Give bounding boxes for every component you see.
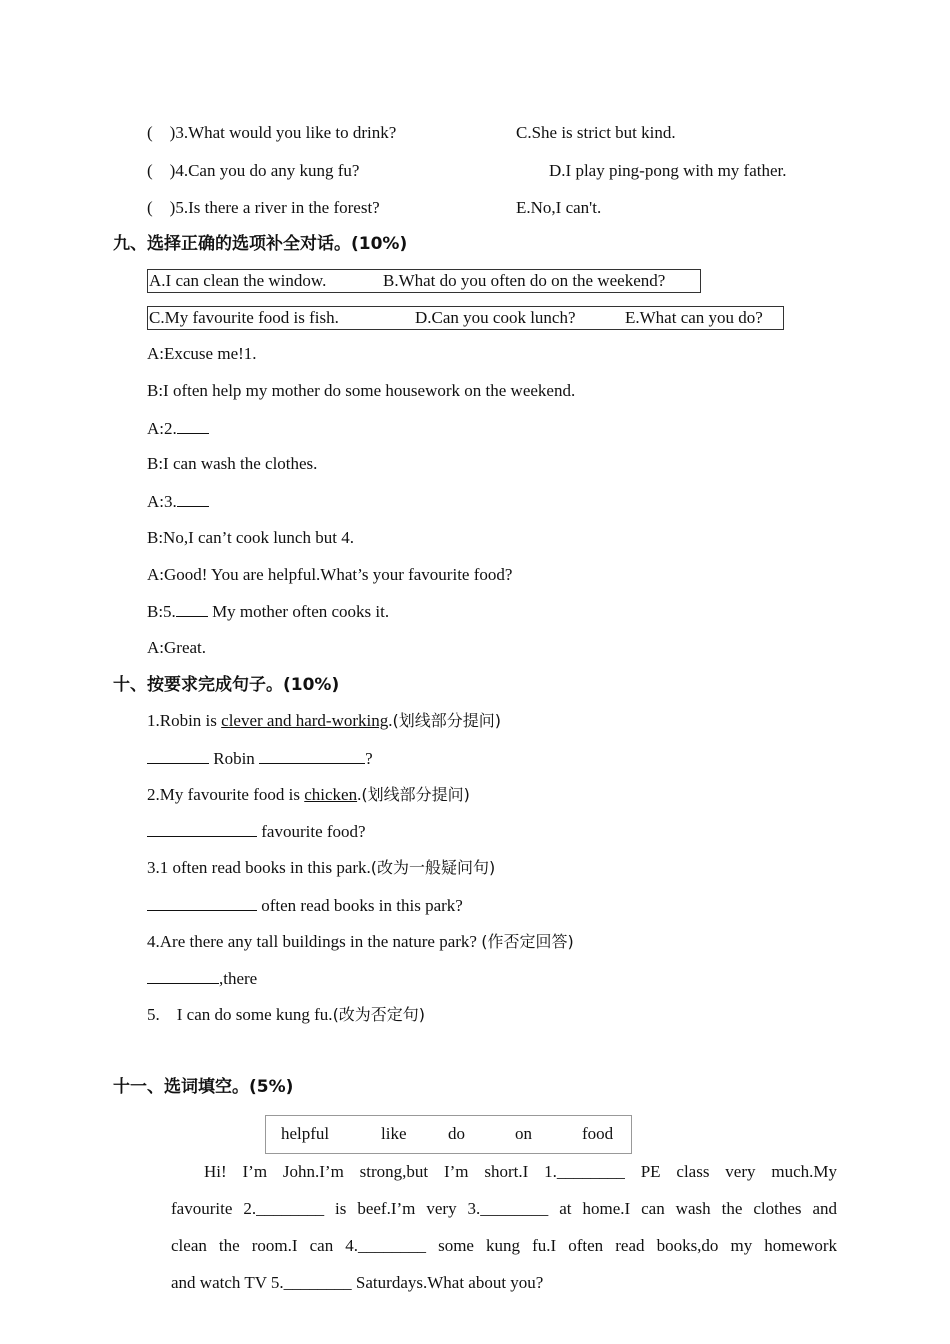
dialogue-line-6: B:No,I can’t cook lunch but 4. [147,528,354,547]
section-10-title: 十、按要求完成句子。(10%) [113,675,340,695]
dialogue-line-4: B:I can wash the clothes. [147,454,318,473]
passage-line-2: favourite 2.________ is beef.I’m very 3.________ at home.I can wash the clothes and [171,1199,837,1218]
dialogue-line-7: A:Good! You are helpful.What’s your favourite food? [147,565,513,584]
answer-blank[interactable] [147,820,257,837]
question-3: 3.1 often read books in this park.(改为一般疑问句) [147,858,496,877]
match-question: 4.Can you do any kung fu? [175,161,360,180]
option-c: C.My favourite food is fish. [149,308,339,327]
dialogue-line-8: B:5. My mother often cooks it. [147,602,390,621]
option-d: D.Can you cook lunch? [415,308,576,327]
match-answer-c: C.She is strict but kind. [516,123,676,142]
match-question: 3.What would you like to drink? [175,123,397,142]
dialogue-line-1: A:Excuse me!1. [147,344,257,363]
option-b: B.What do you often do on the weekend? [383,271,666,290]
match-row-4: ( )4.Can you do any kung fu? [147,161,360,180]
match-answer-e: E.No,I can't. [516,198,602,217]
passage-line-3: clean the room.I can 4.________ some kung fu.I often read books,do my homework [171,1236,837,1255]
dialogue-line-2: B:I often help my mother do some housework on the weekend. [147,381,576,400]
answer-line-3: often read books in this park? [147,894,463,917]
dialogue-line-9: A:Great. [147,638,207,657]
match-row-5: ( )5.Is there a river in the forest? [147,198,380,217]
answer-blank[interactable] [177,490,209,507]
option-a: A.I can clean the window. [149,271,327,290]
question-4: 4.Are there any tall buildings in the nature park? (作否定回答) [147,932,574,951]
passage-line-1: Hi! I’m John.I’m strong,but I’m short.I 1.________ PE class very much.My [204,1162,837,1181]
section-9-title: 九、选择正确的选项补全对话。(10%) [113,234,408,254]
answer-blank[interactable] [177,417,209,434]
question-1: 1.Robin is clever and hard-working.(划线部分提问) [147,711,502,730]
match-question: 5.Is there a river in the forest? [175,198,380,217]
word-food: food [582,1124,614,1143]
question-2: 2.My favourite food is chicken.(划线部分提问) [147,785,470,804]
answer-blank[interactable] [147,967,219,984]
answer-line-2: favourite food? [147,820,366,843]
passage-line-4: and watch TV 5.________ Saturdays.What about you? [171,1273,544,1292]
answer-blank[interactable] [147,894,257,911]
match-row-3: ( )3.What would you like to drink? [147,123,397,142]
dialogue-line-5: A:3. [147,490,209,513]
word-do: do [448,1124,465,1143]
answer-blank[interactable] [176,600,208,617]
dialogue-line-3: A:2. [147,417,209,440]
word-like: like [381,1124,407,1143]
option-e: E.What can you do? [625,308,763,327]
cloze-passage [171,1153,837,1301]
answer-blank[interactable] [147,747,209,764]
answer-line-4: ,there [147,967,257,990]
word-on: on [515,1124,532,1143]
word-helpful: helpful [281,1124,330,1143]
section-11-title: 十一、选词填空。(5%) [113,1077,294,1097]
match-answer-d: D.I play ping-pong with my father. [549,161,787,180]
answer-blank[interactable] [259,747,365,764]
answer-line-1: Robin ? [147,747,373,770]
question-5: 5. I can do some kung fu.(改为否定句) [147,1005,426,1024]
